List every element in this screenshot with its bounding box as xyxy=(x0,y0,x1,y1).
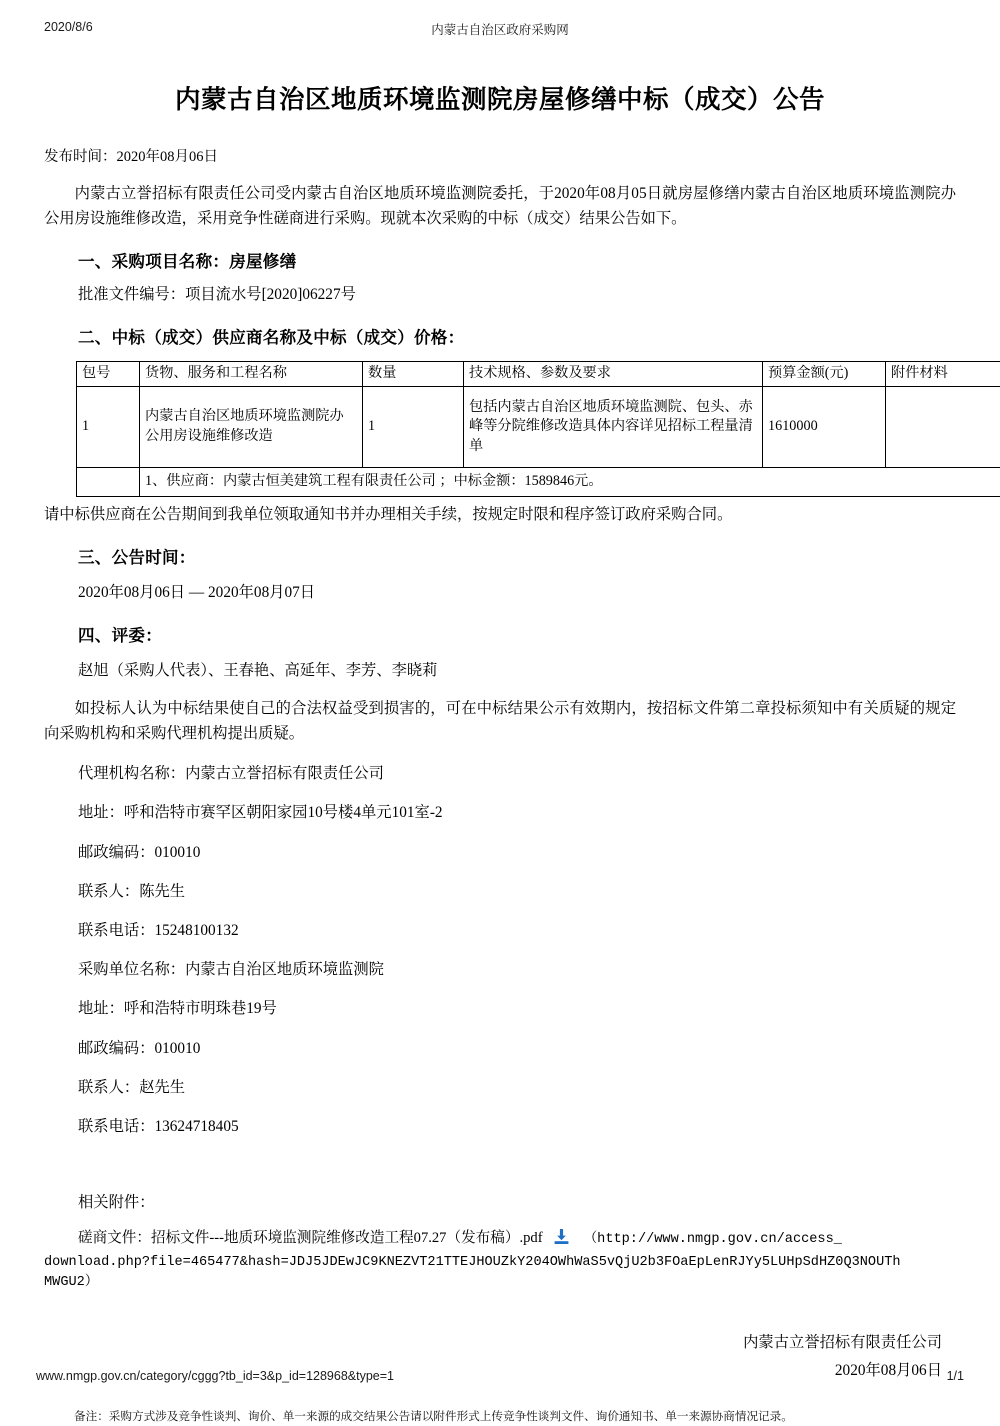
after-table-note: 请中标供应商在公告期间到我单位领取通知书并办理相关手续，按规定时限和程序签订政府采购合同。 xyxy=(44,504,956,527)
agency-name: 代理机构名称：内蒙古立誉招标有限责任公司 xyxy=(78,763,956,785)
attachment-url-part-1: （http://www.nmgp.gov.cn/access_ xyxy=(584,1232,842,1247)
cell-supplier-info: 1、供应商：内蒙古恒美建筑工程有限责任公司 ；中标金额：1589846元。 xyxy=(140,467,1000,496)
print-footer-url: www.nmgp.gov.cn/category/cggg?tb_id=3&p_id=128968&type=1 xyxy=(36,1369,394,1383)
cell-item-name: 内蒙古自治区地质环境监测院办公用房设施维修改造 xyxy=(140,386,363,467)
attachment-url-part-3: MWGU2） xyxy=(44,1273,956,1293)
intro-paragraph: 内蒙古立誉招标有限责任公司受内蒙古自治区地质环境监测院委托，于2020年08月05日就房屋修缮内蒙古自治区地质环境监测院办公用房设施维修改造，采用竞争性磋商进行采购。现就本次采购的中标（成交）结果公告如下。 xyxy=(44,182,956,232)
approval-document-number: 批准文件编号：项目流水号[2020]06227号 xyxy=(78,284,956,307)
table-header-package-no: 包号 xyxy=(77,362,140,387)
cell-quantity: 1 xyxy=(363,386,464,467)
attachments-heading: 相关附件： xyxy=(78,1190,956,1212)
objection-paragraph: 如投标人认为中标结果使自己的合法权益受到损害的，可在中标结果公示有效期内，按招标文件第二章投标须知中有关质疑的规定向采购机构和采购代理机构提出质疑。 xyxy=(44,697,956,747)
cell-budget: 1610000 xyxy=(763,386,886,467)
bid-result-table xyxy=(76,361,1000,497)
table-header-attachment: 附件材料 xyxy=(886,362,1000,387)
purchaser-address: 地址：呼和浩特市明珠巷19号 xyxy=(78,998,956,1020)
print-footer-page-number: 1/1 xyxy=(947,1369,964,1383)
attachment-file-label: 磋商文件：招标文件---地质环境监测院维修改造工程07.27（发布稿）.pdf xyxy=(78,1230,543,1246)
purchaser-name: 采购单位名称：内蒙古自治区地质环境监测院 xyxy=(78,959,956,981)
agency-contact: 联系人：陈先生 xyxy=(78,881,956,903)
purchaser-phone: 联系电话：13624718405 xyxy=(78,1116,956,1138)
page-title: 内蒙古自治区地质环境监测院房屋修缮中标（成交）公告 xyxy=(44,84,956,117)
print-header xyxy=(0,20,1000,40)
agency-phone: 联系电话：15248100132 xyxy=(78,920,956,942)
table-supplier-row xyxy=(77,467,1000,496)
table-header-row xyxy=(77,362,1000,387)
table-row xyxy=(77,386,1000,467)
section-4-heading: 四、评委： xyxy=(78,622,956,646)
section-2-heading: 二、中标（成交）供应商名称及中标（成交）价格： xyxy=(78,324,956,348)
purchaser-contact: 联系人：赵先生 xyxy=(78,1077,956,1099)
cell-package-no: 1 xyxy=(77,386,140,467)
announcement-period: 2020年08月06日 — 2020年08月07日 xyxy=(78,582,956,605)
document-content xyxy=(44,62,956,1426)
attachment-url-part-2: download.php?file=465477&hash=JDJ5JDEwJC9KNEZVT21TTEJHOUZkY204OWhWaS5vQjU2b3FOaEpLenRJYy5LUHpSdHZ0Q3NOUTh xyxy=(44,1253,956,1273)
table-header-spec: 技术规格、参数及要求 xyxy=(464,362,763,387)
footer-remark: 备注：采购方式涉及竞争性谈判、询价、单一来源的成交结果公告请以附件形式上传竞争性谈判文件、询价通知书、单一来源协商情况记录。 xyxy=(74,1408,956,1425)
table-header-budget: 预算金额(元) xyxy=(763,362,886,387)
section-1-heading: 一、采购项目名称：房屋修缮 xyxy=(78,248,956,272)
section-3-heading: 三、公告时间： xyxy=(78,544,956,568)
agency-address: 地址：呼和浩特市赛罕区朝阳家园10号楼4单元101室-2 xyxy=(78,802,956,824)
cell-supplier-spacer xyxy=(77,467,140,496)
attachment-entry xyxy=(44,1227,956,1293)
review-committee-members: 赵旭（采购人代表）、王春艳、高延年、李芳、李晓莉 xyxy=(78,660,956,683)
signature-company: 内蒙古立誉招标有限责任公司 xyxy=(44,1329,942,1357)
print-footer xyxy=(0,1369,1000,1387)
cell-spec: 包括内蒙古自治区地质环境监测院、包头、赤峰等分院维修改造具体内容详见招标工程量清单 xyxy=(464,386,763,467)
table-header-item-name: 货物、服务和工程名称 xyxy=(140,362,363,387)
publish-time: 发布时间：2020年08月06日 xyxy=(44,147,956,169)
cell-attachment xyxy=(886,386,1000,467)
signature-date: 2020年08月06日 xyxy=(44,1357,942,1385)
download-icon[interactable] xyxy=(553,1229,570,1253)
print-header-date: 2020/8/6 xyxy=(44,20,93,34)
table-header-quantity: 数量 xyxy=(363,362,464,387)
print-header-site-name: 内蒙古自治区政府采购网 xyxy=(0,20,1000,38)
purchaser-postcode: 邮政编码：010010 xyxy=(78,1038,956,1060)
agency-postcode: 邮政编码：010010 xyxy=(78,842,956,864)
bid-result-table-wrapper xyxy=(76,361,938,497)
